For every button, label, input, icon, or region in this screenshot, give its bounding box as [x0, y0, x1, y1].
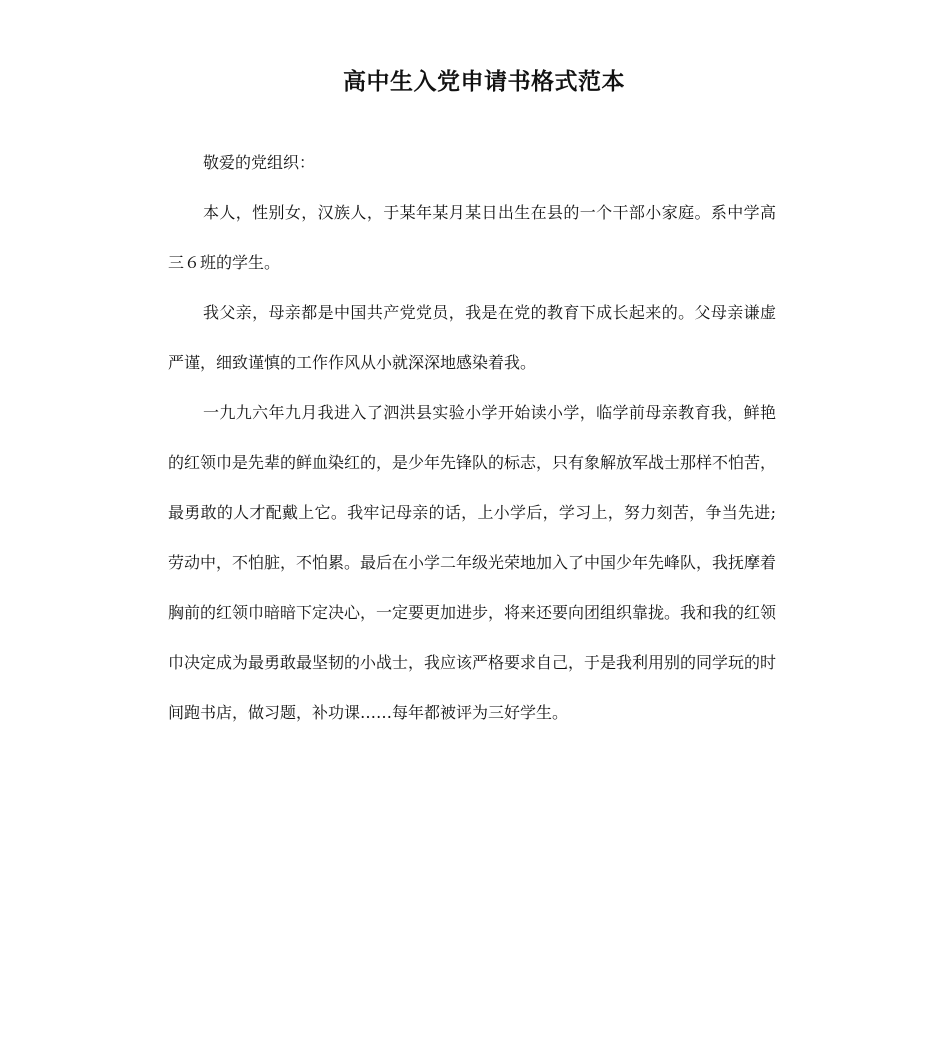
paragraph-school-history: 一九九六年九月我进入了泗洪县实验小学开始读小学，临学前母亲教育我，鲜艳的红领巾是先辈的鲜血染红的，是少年先锋队的标志，只有象解放军战士那样不怕苦，最勇敢的人才配戴上它。我牢记母亲的话，上小学后，学习上，努力刻苦，争当先进;劳动中，不怕脏，不怕累。最后在小学二年级光荣地加入了中国少年先峰队，我抚摩着胸前的红领巾暗暗下定决心，一定要更加进步，将来还要向团组织靠拢。我和我的红领巾决定成为最勇敢最坚韧的小战士，我应该严格要求自己，于是我利用别的同学玩的时间跑书店，做习题，补功课……每年都被评为三好学生。	[168, 403, 777, 722]
paragraph-personal-info: 本人，性别女，汉族人，于某年某月某日出生在县的一个干部小家庭。系中学高三６班的学生。	[168, 203, 776, 272]
document-body	[168, 138, 776, 738]
document-title: 高中生入党申请书格式范本	[343, 69, 625, 95]
paragraph-family: 我父亲，母亲都是中国共产党党员，我是在党的教育下成长起来的。父母亲谦虚严谨，细致谨慎的工作作风从小就深深地感染着我。	[168, 303, 776, 372]
salutation: 敬爱的党组织：	[203, 153, 316, 172]
